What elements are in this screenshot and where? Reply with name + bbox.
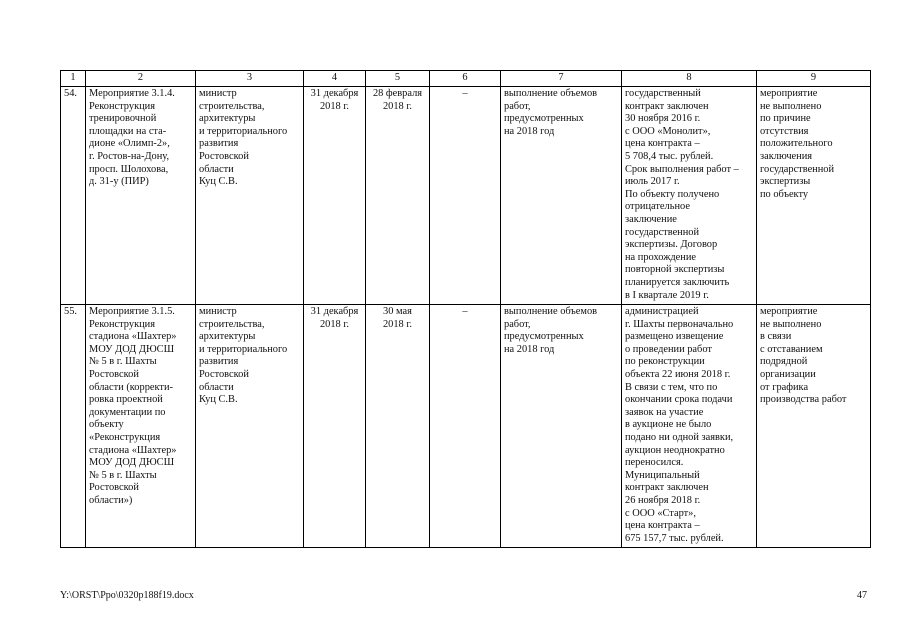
header-row xyxy=(61,71,871,87)
planned-date-cell: 31 декабря 2018 г. xyxy=(304,87,366,305)
page-number: 47 xyxy=(857,590,867,601)
status-cell: государственный контракт заключен 30 ноября 2016 г. с ООО «Монолит», цена контракта – 5 708,4 тыс. рублей. Срок выполнения работ – июль 2017 г. По объекту получено отрицательное заключение государственной экспертизы. Договор на прохождение повторной экспертизы планируется заключить в I квартале 2019 г. xyxy=(622,87,757,305)
actual-date-cell: 30 мая 2018 г. xyxy=(366,305,430,548)
row-number: 54. xyxy=(61,87,86,305)
header-cell: 4 xyxy=(304,71,366,87)
header-cell: 3 xyxy=(196,71,304,87)
header-cell: 1 xyxy=(61,71,86,87)
responsible-cell: министр строительства, архитектуры и территориального развития Ростовской области Куц С.В. xyxy=(196,87,304,305)
table-row xyxy=(61,305,871,548)
header-cell: 7 xyxy=(501,71,622,87)
report-table xyxy=(60,70,871,548)
header-cell: 6 xyxy=(430,71,501,87)
header-cell: 9 xyxy=(757,71,871,87)
reason-cell: мероприятие не выполнено по причине отсутствия положительного заключения государственной экспертизы по объекту xyxy=(757,87,871,305)
col6-cell: – xyxy=(430,87,501,305)
col6-cell: – xyxy=(430,305,501,548)
result-cell: выполнение объемов работ, предусмотренных на 2018 год xyxy=(501,87,622,305)
header-cell: 5 xyxy=(366,71,430,87)
event-cell: Мероприятие 3.1.4. Реконструкция тренировочной площадки на ста- дионе «Олимп-2», г. Ростов-на-Дону, просп. Шолохова, д. 31-у (ПИР) xyxy=(86,87,196,305)
reason-cell: мероприятие не выполнено в связи с отставанием подрядной организации от графика производства работ xyxy=(757,305,871,548)
table-row xyxy=(61,87,871,305)
actual-date-cell: 28 февраля 2018 г. xyxy=(366,87,430,305)
status-cell: администрацией г. Шахты первоначально размещено извещение о проведении работ по реконструкции объекта 22 июня 2018 г. В связи с тем, что по окончании срока подачи заявок на участие в аукционе не было подано ни одной заявки, аукцион неоднократно переносился. Муниципальный контракт заключен 26 ноября 2018 г. с ООО «Старт», цена контракта – 675 157,7 тыс. рублей. xyxy=(622,305,757,548)
header-cell: 8 xyxy=(622,71,757,87)
result-cell: выполнение объемов работ, предусмотренных на 2018 год xyxy=(501,305,622,548)
event-cell: Мероприятие 3.1.5. Реконструкция стадиона «Шахтер» МОУ ДОД ДЮСШ № 5 в г. Шахты Ростовской области (корректи- ровка проектной документации по объекту «Реконструкция стадиона «Шахтер» МОУ ДОД ДЮСШ № 5 в г. Шахты Ростовской области») xyxy=(86,305,196,548)
row-number: 55. xyxy=(61,305,86,548)
responsible-cell: министр строительства, архитектуры и территориального развития Ростовской области Куц С.В. xyxy=(196,305,304,548)
planned-date-cell: 31 декабря 2018 г. xyxy=(304,305,366,548)
header-cell: 2 xyxy=(86,71,196,87)
footer-file-path: Y:\ORST\Ppo\0320p188f19.docx xyxy=(60,590,194,601)
